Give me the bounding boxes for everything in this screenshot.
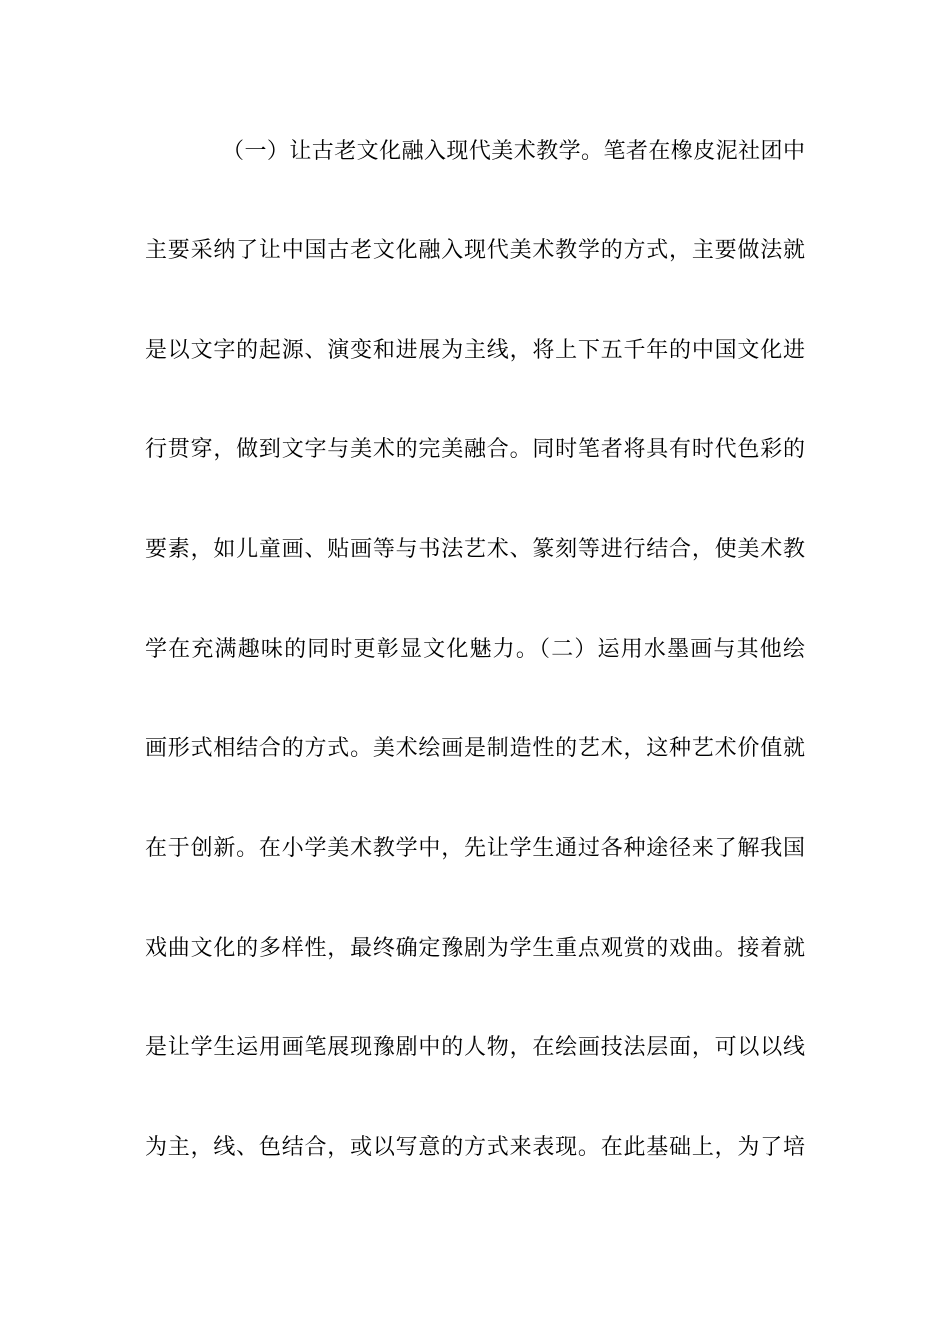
paragraph-line: 是让学生运用画笔展现豫剧中的人物，在绘画技法层面，可以以线 (145, 1035, 805, 1060)
paragraph-line: 行贯穿，做到文字与美术的完美融合。同时笔者将具有时代色彩的 (145, 437, 805, 462)
paragraph-line: 为主，线、色结合，或以写意的方式来表现。在此基础上，为了培 (145, 1135, 805, 1160)
paragraph-line: 在于创新。在小学美术教学中，先让学生通过各种途径来了解我国 (145, 836, 805, 861)
paragraph-line: （一）让古老文化融入现代美术教学。笔者在橡皮泥社团中 (222, 139, 805, 164)
paragraph-line: 是以文字的起源、演变和进展为主线，将上下五千年的中国文化进 (145, 338, 805, 363)
paragraph-line: 学在充满趣味的同时更彰显文化魅力。（二）运用水墨画与其他绘 (145, 637, 805, 662)
paragraph-line: 画形式相结合的方式。美术绘画是制造性的艺术，这种艺术价值就 (145, 736, 805, 761)
paragraph-line: 要素，如儿童画、贴画等与书法艺术、篆刻等进行结合，使美术教 (145, 537, 805, 562)
paragraph-line: 主要采纳了让中国古老文化融入现代美术教学的方式，主要做法就 (145, 238, 805, 263)
paragraph-line: 戏曲文化的多样性，最终确定豫剧为学生重点观赏的戏曲。接着就 (145, 936, 805, 961)
